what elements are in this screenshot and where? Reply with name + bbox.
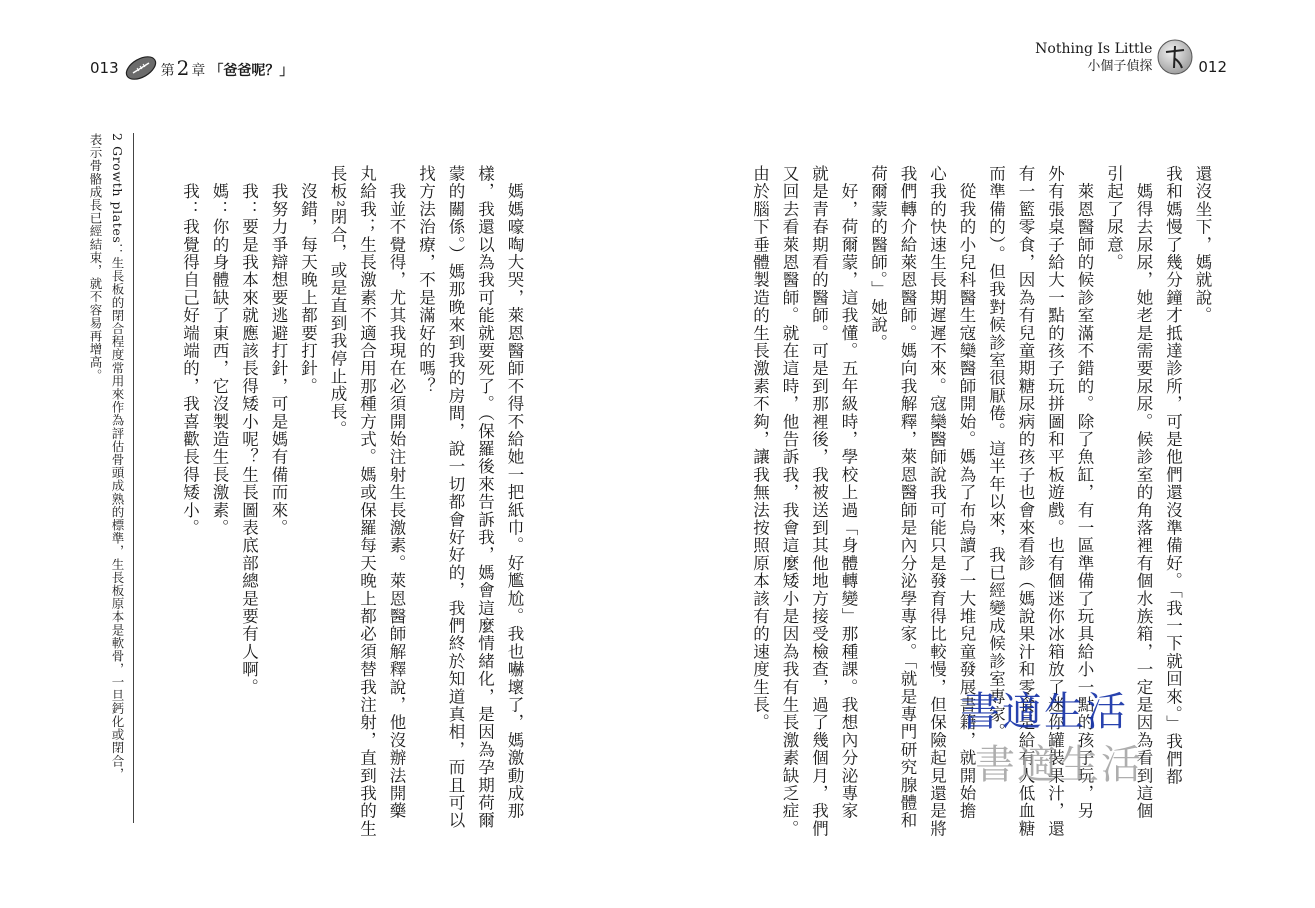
football-icon (123, 56, 159, 80)
footnote-divider (133, 133, 134, 823)
chapter-prefix: 第 (160, 63, 175, 79)
chapter-heading (161, 56, 294, 80)
chapter-title: 「爸爸呢？」 (209, 63, 294, 79)
left-page-body-text: 媽媽嚎啕大哭，萊恩醫師不得不給她一把紙巾。好尷尬。我也嚇壞了，媽激動成那 樣，我還以為我可能就要死了。（保羅後來告訴我，媽會這麼情緒化，是因為孕期荷爾 蒙的關係。）媽那晚來到我的房間，說一切都會好好的，我們終於知道真相，而且可以 找方法治療，不是滿好的嗎？ 我並不覺得，尤其我現在必須開始注射生長激素。萊恩醫師解釋說，他沒辦法開藥 丸給我；生長激素不適合用那種方式。媽或保羅每天晚上都必須替我注射，直到我的生 長板²閉合，或是直到我停止成長。 沒錯，每天晚上都要打針。 我努力爭辯想要逃避打針，可是媽有備而來。 我：要是我本來就應該長得矮小呢？生長圖表底部總是要有人啊。 媽：你的身體缺了東西，它沒製造生長激素。 我：我覺得自己好端端的，我喜歡長得矮小。 (180, 165, 524, 838)
english-book-title: Nothing Is Little (1035, 41, 1153, 57)
left-page-header (90, 48, 293, 88)
publisher-watermark-stamp: 書適生活 (960, 689, 1128, 735)
detective-seal-icon (1156, 38, 1194, 76)
chinese-book-title: 小個子偵探 (1087, 59, 1153, 74)
chapter-suffix: 章 (191, 63, 206, 79)
chapter-number: 2 (176, 56, 190, 80)
left-page-number: 013 (90, 59, 119, 77)
book-title-block (1035, 40, 1152, 76)
publisher-watermark-shadow: 書適生活 (975, 742, 1143, 788)
right-page-number: 012 (1198, 58, 1227, 76)
footnote: 2 Growth plates：生長板的閉合程度常用來作為評估骨頭成熟的標準，生長板原本是軟骨，一旦鈣化或閉合， 表示骨骼成長已經結束，就不容易再增高。 (88, 133, 125, 781)
right-page-header (1035, 38, 1227, 76)
right-page-body-text: 還沒坐下，媽就說。 我和媽慢了幾分鐘才抵達診所，可是他們還沒準備好。「我一下就回來。」我們都 媽得去尿尿，她老是需要尿尿。候診室的角落裡有個水族箱，一定是因為看到這個 引起了尿意。 萊恩醫師的候診室滿不錯的。除了魚缸，有一區準備了玩具給小一點的孩子玩，另 外有張桌子給大一點的孩子玩拼圖和平板遊戲。也有個迷你冰箱放了迷你罐裝果汁，還 有一籃零食，因為有兒童期糖尿病的孩子也會來看診（媽說果汁和零食是給有人低血糖 而準備的）。但我對候診室很厭倦。這半年以來，我已經變成候診室專家。 從我的小兒科醫生寇欒醫師開始。媽為了布烏讀了一大堆兒童發展書籍，就開始擔 心我的快速生長期遲遲不來。寇欒醫師說我可能只是發育得比較慢，但保險起見還是將 我們轉介給萊恩醫師。媽向我解釋，萊恩醫師是內分泌學專家。「就是專門研究腺體和 荷爾蒙的醫師。」她說。 好，荷爾蒙，這我懂。五年級時，學校上過「身體轉變」那種課。我想內分泌專家 就是青春期看的醫師。可是到那裡後，我被送到其他地方接受檢查，過了幾個月，我們 又回去看萊恩醫師。就在這時，他告訴我，我會這麼矮小是因為我有生長激素缺乏症。 由於腦下垂體製造的生長激素不夠，讓我無法按照原本該有的速度生長。 (750, 165, 1212, 838)
